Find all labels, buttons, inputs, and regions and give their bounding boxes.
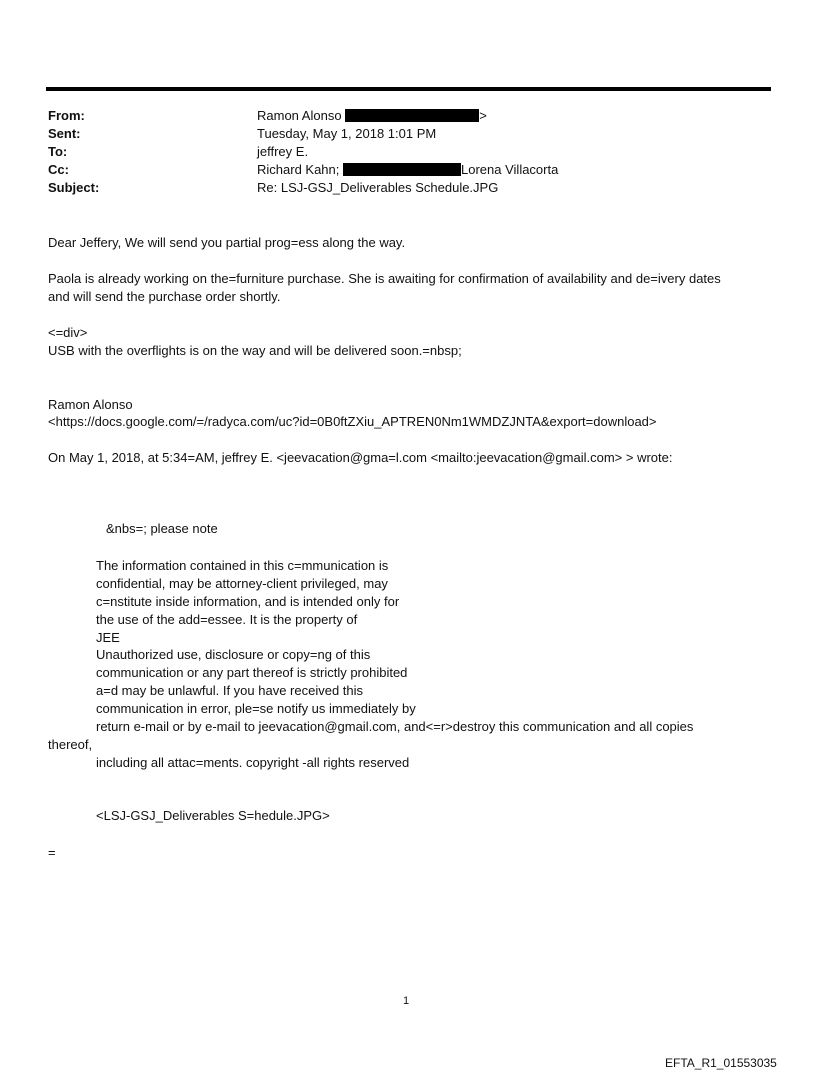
cc-first: Richard Kahn; [257,162,340,177]
body-line: and will send the purchase order shortly. [48,289,281,304]
to-value: jeffrey E. [257,144,309,159]
disclaimer-line: communication in error, ple=se notify us immediately by [96,701,416,716]
cc-label: Cc: [48,162,69,177]
from-tail: > [479,108,487,123]
from-name: Ramon Alonso [257,108,342,123]
page-number: 1 [403,995,410,1007]
disclaimer-line: Unauthorized use, disclosure or copy=ng of this [96,647,371,662]
disclaimer-line: confidential, may be attorney-client privileged, may [96,576,388,591]
disclaimer-line: return e-mail or by e-mail to jeevacation@gmail.com, and<=r>destroy this communication and all copies [96,719,694,734]
disclaimer-line: JEE [96,630,120,645]
body-line: &nbs=; please note [106,521,218,536]
sent-value: Tuesday, May 1, 2018 1:01 PM [257,126,437,141]
signature-name: Ramon Alonso [48,397,133,412]
sent-label: Sent: [48,126,81,141]
attachment-name: <LSJ-GSJ_Deliverables S=hedule.JPG> [96,808,330,823]
body-line: Paola is already working on the=furniture purchase. She is awaiting for confirmation of availability and de=ivery dates [48,271,721,286]
signature-link: <https://docs.google.com/=/radyca.com/uc?id=0B0ftZXiu_APTREN0Nm1WMDZJNTA&export=download> [48,414,657,429]
redaction-box [345,109,479,122]
disclaimer-line: a=d may be unlawful. If you have received this [96,683,364,698]
from-label: From: [48,108,85,123]
to-label: To: [48,144,68,159]
disclaimer-line: including all attac=ments. copyright -all rights reserved [96,755,410,770]
subject-value: Re: LSJ-GSJ_Deliverables Schedule.JPG [257,180,499,195]
header-rule [46,87,771,91]
cc-last: Lorena Villacorta [461,162,559,177]
redaction-box [343,163,461,176]
disclaimer-line: the use of the add=essee. It is the property of [96,612,358,627]
quoted-attribution: On May 1, 2018, at 5:34=AM, jeffrey E. <jeevacation@gma=l.com <mailto:jeevacation@gmail.com> > wrote: [48,450,673,465]
trailing-equals: = [48,845,56,860]
body-line: USB with the overflights is on the way and will be delivered soon.=nbsp; [48,343,462,358]
disclaimer-line: communication or any part thereof is strictly prohibited [96,665,408,680]
disclaimer-line: c=nstitute inside information, and is intended only for [96,594,400,609]
cc-value [257,161,558,179]
disclaimer-line: The information contained in this c=mmunication is [96,558,389,573]
body-line: Dear Jeffery, We will send you partial prog=ess along the way. [48,235,406,250]
disclaimer-line: thereof, [48,737,93,752]
from-value [257,107,487,125]
bates-number: EFTA_R1_01553035 [665,1056,777,1070]
subject-label: Subject: [48,180,100,195]
body-line: <=div> [48,325,88,340]
